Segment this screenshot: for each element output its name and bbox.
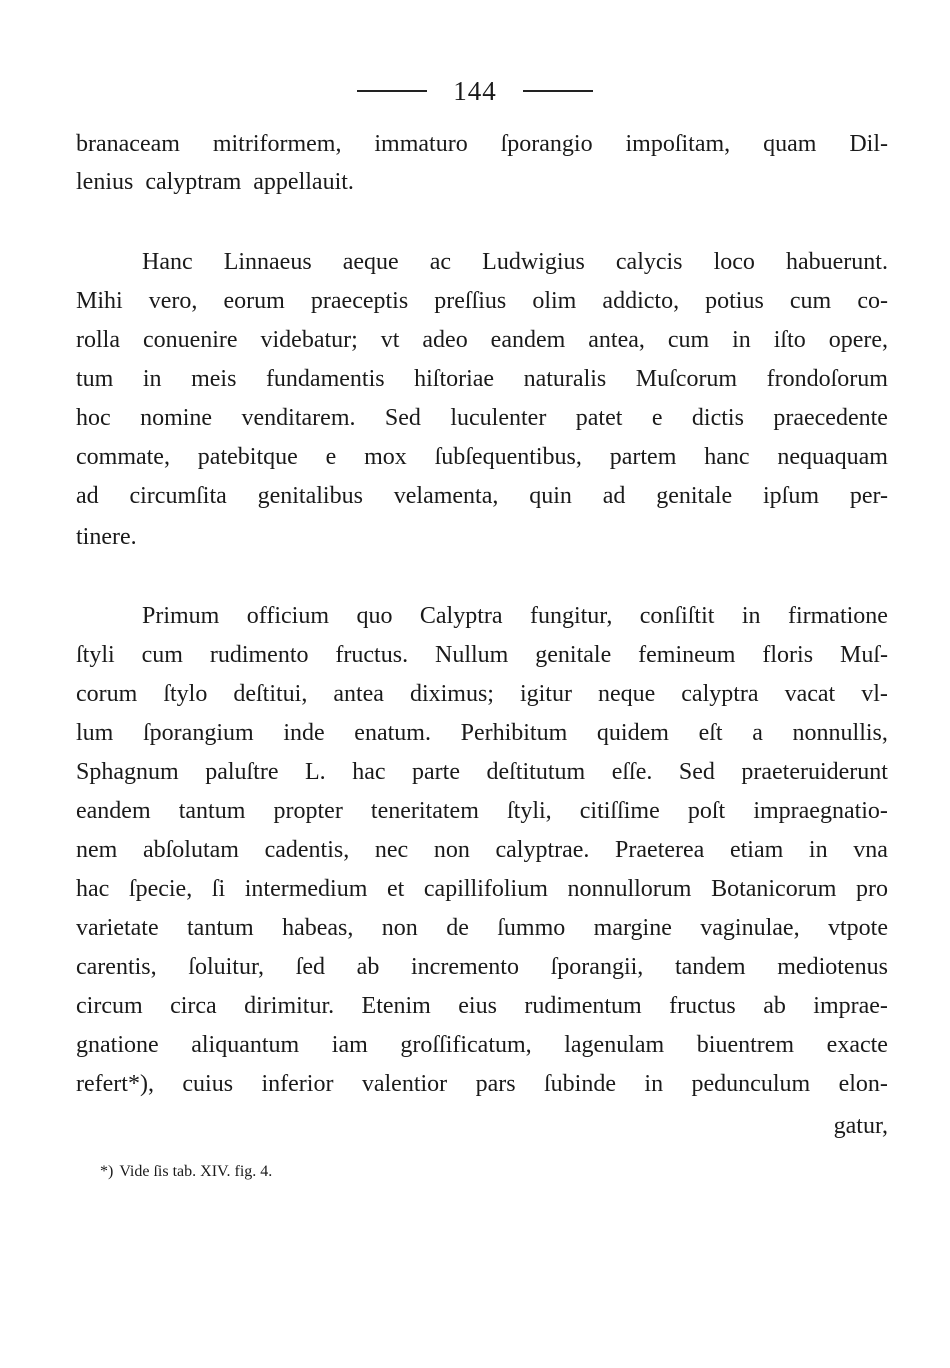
word: Linnaeus (223, 249, 312, 275)
text-line (76, 947, 888, 987)
word: eandem (490, 327, 566, 353)
word: vt (380, 327, 400, 353)
word: hac (352, 759, 386, 785)
word: commate, (76, 444, 170, 470)
word: poſt (687, 798, 726, 824)
word: aliquantum (191, 1032, 300, 1058)
word: genitale (535, 642, 612, 668)
word: lagenulam (564, 1032, 665, 1058)
word: parte (412, 759, 460, 785)
word: tinere. (76, 524, 137, 550)
word: quidem (596, 720, 669, 746)
word: mitriformem, (212, 131, 342, 157)
word: dirimitur. (244, 993, 335, 1019)
word: habuerunt. (785, 249, 888, 275)
word: ab (763, 993, 786, 1019)
word: non (381, 915, 418, 941)
word: quin (529, 483, 572, 509)
word: nomine (140, 405, 213, 431)
word: ipſum (763, 483, 820, 509)
word: eorum (223, 288, 285, 314)
word: circum (76, 993, 143, 1019)
word: nonnullorum (567, 876, 692, 902)
word: circa (170, 993, 217, 1019)
word: dictis (691, 405, 744, 431)
word: Praeterea (615, 837, 705, 863)
word: ſporangium (143, 720, 254, 746)
word: loco (713, 249, 755, 275)
word: in (741, 603, 761, 629)
word: circumſita (129, 483, 227, 509)
text-line (76, 517, 888, 557)
word: impraegnatio- (753, 798, 888, 824)
word: Botanicorum (711, 876, 837, 902)
word: incremento (411, 954, 519, 980)
word: vaginulae, (700, 915, 800, 941)
word: genitalibus (257, 483, 363, 509)
text-line (76, 791, 888, 831)
word: nec (374, 837, 409, 863)
header-rule-right (523, 90, 593, 92)
word: mediotenus (777, 954, 888, 980)
word: cadentis, (264, 837, 350, 863)
word: frondoſorum (766, 366, 888, 392)
word: pro (855, 876, 888, 902)
word: hac (76, 876, 110, 902)
word: Dil- (849, 131, 888, 157)
word: Sed (384, 405, 421, 431)
word: rudimento (209, 642, 309, 668)
word: e (325, 444, 337, 470)
word: pars (475, 1071, 516, 1097)
word: refert*), (76, 1071, 154, 1097)
word: Sed (678, 759, 715, 785)
word: opere, (828, 327, 888, 353)
word: ſubinde (544, 1071, 616, 1097)
word: iſto (773, 327, 806, 353)
word: carentis, (76, 954, 157, 980)
word: enatum. (354, 720, 431, 746)
word: rolla (76, 327, 120, 353)
word: tandem (674, 954, 746, 980)
word: groſſificatum, (400, 1032, 532, 1058)
text-line (76, 713, 888, 753)
word: valentior (361, 1071, 448, 1097)
word: vero, (148, 288, 198, 314)
word: citiſſime (579, 798, 660, 824)
word: cuius (182, 1071, 234, 1097)
text-line (142, 242, 888, 282)
word: addicto, (602, 288, 680, 314)
word: calyptram (145, 169, 242, 195)
footnote-text: Vide ſis tab. XIV. fig. 4. (119, 1163, 273, 1180)
word: inferior (261, 1071, 334, 1097)
word: praeceptis (310, 288, 409, 314)
word: non (433, 837, 470, 863)
word: ad (76, 483, 99, 509)
word: preſſius (434, 288, 507, 314)
word: fructus. (335, 642, 409, 668)
word: varietate (76, 915, 159, 941)
text-line (76, 674, 888, 714)
word: Calyptra (419, 603, 503, 629)
text-line (76, 398, 888, 438)
word: patebitque (197, 444, 298, 470)
word: eſt (698, 720, 723, 746)
text-line (76, 752, 888, 792)
word: de (446, 915, 469, 941)
word: firmatione (787, 603, 888, 629)
word: hoc (76, 405, 111, 431)
word: eſſe. (611, 759, 653, 785)
word: a (752, 720, 763, 746)
word: ſtyli, (506, 798, 552, 824)
word: L. (305, 759, 326, 785)
word: ſubſequentibus, (434, 444, 582, 470)
word: nonnullis, (792, 720, 888, 746)
word: cum (667, 327, 710, 353)
word: naturalis (523, 366, 607, 392)
word: per- (849, 483, 888, 509)
word: in (644, 1071, 664, 1097)
word: videbatur; (260, 327, 358, 353)
word: ſtyli (76, 642, 115, 668)
text-line (76, 1025, 888, 1065)
word: cum (141, 642, 183, 668)
footnote-symbol: *) (100, 1163, 114, 1180)
word: imprae- (813, 993, 888, 1019)
word: ſpecie, (128, 876, 193, 902)
word: neque (597, 681, 656, 707)
word: Etenim (361, 993, 431, 1019)
text-line (76, 281, 888, 321)
word: potius (705, 288, 764, 314)
word: fundamentis (265, 366, 385, 392)
word: meis (191, 366, 237, 392)
word: tantum (178, 798, 246, 824)
word: luculenter (450, 405, 547, 431)
word: eandem (76, 798, 151, 824)
word: velamenta, (393, 483, 499, 509)
word: antea, (588, 327, 645, 353)
word: calyptrae. (495, 837, 590, 863)
word: calycis (615, 249, 683, 275)
word: antea (333, 681, 384, 707)
text-line (76, 162, 888, 202)
word: ſed (295, 954, 325, 980)
word: cum (789, 288, 832, 314)
word: pedunculum (691, 1071, 811, 1097)
word: praecedente (773, 405, 888, 431)
word: vl- (861, 681, 888, 707)
word: ad (602, 483, 626, 509)
text-line (76, 869, 888, 909)
word: vacat (784, 681, 836, 707)
word: nem (76, 837, 118, 863)
text-line (76, 635, 888, 675)
text-line (76, 359, 888, 399)
word: quo (356, 603, 393, 629)
word: ſtylo (163, 681, 208, 707)
word: Muſ- (839, 642, 888, 668)
word: venditarem. (241, 405, 356, 431)
word: in (732, 327, 751, 353)
text-line (76, 830, 888, 870)
word: Perhibitum (460, 720, 568, 746)
word: Mihi (76, 288, 123, 314)
word: igitur (519, 681, 572, 707)
word: vna (853, 837, 888, 863)
word: officium (246, 603, 329, 629)
word: tantum (187, 915, 254, 941)
word: etiam (729, 837, 784, 863)
word: teneritatem (370, 798, 479, 824)
word: Primum (142, 603, 220, 629)
text-line (76, 476, 888, 516)
text-line (76, 437, 888, 477)
word: exacte (826, 1032, 888, 1058)
word: tum (76, 366, 114, 392)
word: rudimentum (524, 993, 642, 1019)
word: nequaquam (777, 444, 888, 470)
word: conſiſtit (639, 603, 715, 629)
word: aeque (342, 249, 399, 275)
word: lum (76, 720, 114, 746)
text-line (142, 596, 888, 636)
text-line (76, 320, 888, 360)
word: biuentrem (696, 1032, 795, 1058)
word: appellauit. (253, 169, 354, 195)
word: Hanc (142, 249, 193, 275)
word: ſi (211, 876, 226, 902)
word: in (808, 837, 828, 863)
page-number: 144 (453, 75, 497, 106)
text-line (76, 986, 888, 1026)
word: immaturo (374, 131, 468, 157)
word: intermedium (244, 876, 368, 902)
word: praeteruiderunt (741, 759, 888, 785)
header-rule-left (357, 90, 427, 92)
footnote (100, 1160, 272, 1184)
word: genitale (656, 483, 733, 509)
text-line (76, 1064, 888, 1104)
word: inde (283, 720, 325, 746)
word: branaceam (76, 131, 180, 157)
text-line (76, 124, 888, 164)
word: conuenire (142, 327, 238, 353)
word: abſolutam (142, 837, 239, 863)
word: Muſcorum (635, 366, 738, 392)
word: habeas, (282, 915, 354, 941)
text-line (76, 908, 888, 948)
word: deſtitui, (233, 681, 308, 707)
word: e (651, 405, 663, 431)
word: calyptra (681, 681, 759, 707)
word: Sphagnum (76, 759, 179, 785)
word: iam (331, 1032, 368, 1058)
word: hanc (704, 444, 750, 470)
word: corum (76, 681, 138, 707)
word: impoſitam, (625, 131, 731, 157)
word: vtpote (827, 915, 888, 941)
word: et (386, 876, 405, 902)
word: partem (609, 444, 677, 470)
word: patet (575, 405, 623, 431)
catchword (76, 1106, 888, 1146)
word: co- (857, 288, 888, 314)
word: mox (364, 444, 407, 470)
word: ſummo (497, 915, 566, 941)
word: adeo (422, 327, 468, 353)
word: diximus; (409, 681, 494, 707)
word: eius (458, 993, 497, 1019)
word: fructus (669, 993, 736, 1019)
word: ſoluitur, (188, 954, 264, 980)
word: ſporangii, (550, 954, 644, 980)
word: gatur, (833, 1113, 888, 1139)
word: floris (762, 642, 814, 668)
word: ac (429, 249, 452, 275)
word: deſtitutum (486, 759, 586, 785)
word: ſporangio (500, 131, 593, 157)
word: elon- (838, 1071, 888, 1097)
word: Nullum (435, 642, 509, 668)
word: olim (532, 288, 577, 314)
word: quam (763, 131, 817, 157)
word: in (142, 366, 162, 392)
word: gnatione (76, 1032, 159, 1058)
word: paluſtre (205, 759, 279, 785)
word: hiſtoriae (414, 366, 495, 392)
page-header (0, 74, 950, 108)
word: femineum (638, 642, 736, 668)
word: ab (356, 954, 380, 980)
word: margine (593, 915, 672, 941)
word: capillifolium (423, 876, 548, 902)
word: propter (273, 798, 343, 824)
word: Ludwigius (482, 249, 585, 275)
word: fungitur, (529, 603, 613, 629)
word: lenius (76, 169, 134, 195)
